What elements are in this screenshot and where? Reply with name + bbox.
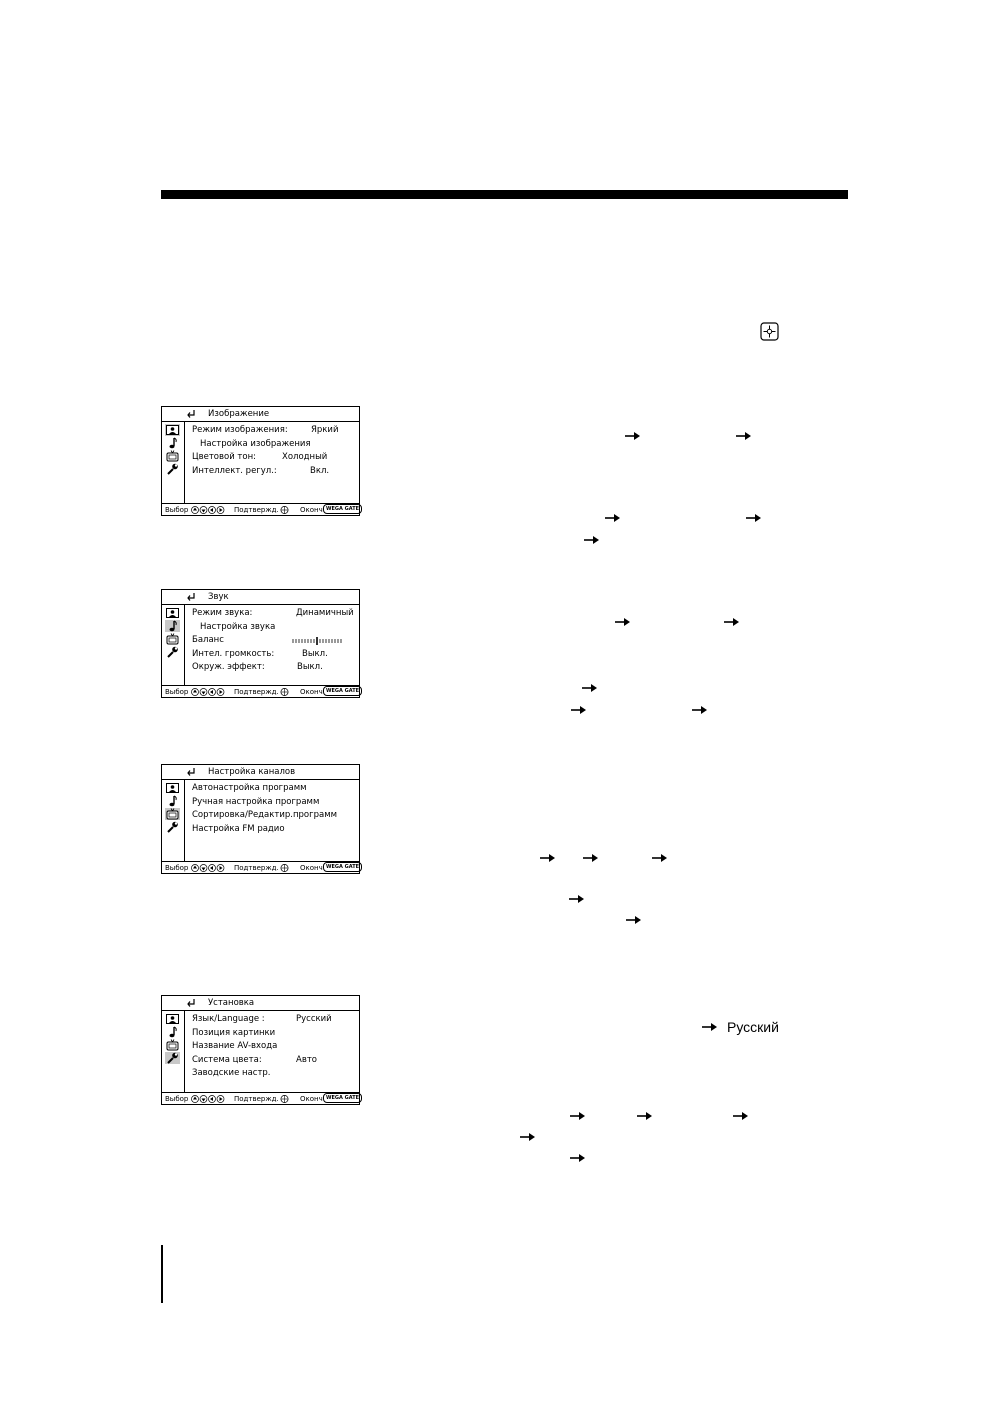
menu-items [192, 1013, 355, 1081]
menu-item[interactable]: Настройка изображения [200, 438, 311, 449]
menu-sidebar [162, 422, 185, 503]
note-icon[interactable] [165, 1026, 180, 1038]
ok-icon [280, 688, 289, 696]
menu-items [192, 424, 355, 478]
tv-icon[interactable] [165, 633, 180, 645]
menu-item[interactable]: Ручная настройка программ [192, 796, 320, 807]
menu-sidebar [162, 605, 185, 685]
arrow-keys-icon [191, 506, 225, 514]
right-arrow-icon [746, 513, 761, 523]
menu-title-bar [162, 996, 359, 1011]
ok-icon [280, 1095, 289, 1103]
picture-icon[interactable] [165, 607, 180, 619]
menu-sidebar [162, 1011, 185, 1092]
right-arrow-icon [733, 1111, 748, 1121]
picture-icon[interactable] [165, 1013, 180, 1025]
right-arrow-icon [570, 1153, 585, 1163]
return-icon [186, 590, 196, 604]
return-icon [186, 765, 196, 779]
menu-footer: Выбор Подтвержд. Оконч WEGA GATE [162, 861, 359, 874]
arrow-keys-icon [191, 1095, 225, 1103]
menu-item[interactable]: Позиция картинки [192, 1027, 276, 1038]
wega-gate-badge: WEGA GATE [323, 1093, 362, 1103]
right-arrow-icon [605, 513, 620, 523]
menu-item[interactable]: Сортировка/Редактир.программ [192, 810, 338, 820]
menu-title: Звук [208, 592, 229, 602]
menu-items [192, 607, 355, 675]
menu-item[interactable]: Название AV-входа [192, 1041, 278, 1051]
menu-title-bar [162, 765, 359, 780]
right-arrow-icon [570, 1111, 585, 1121]
note-icon[interactable] [165, 437, 180, 449]
menu-title: Установка [208, 998, 255, 1008]
menu-title-bar [162, 590, 359, 605]
wrench-icon[interactable] [165, 646, 180, 658]
ok-button-icon [760, 322, 779, 341]
right-arrow-icon [724, 617, 739, 627]
right-arrow-icon [540, 853, 555, 863]
right-arrow-icon [626, 915, 641, 925]
top-rule [161, 190, 848, 199]
note-icon[interactable] [165, 795, 180, 807]
right-arrow-icon [702, 1022, 717, 1032]
wrench-icon[interactable] [165, 1052, 180, 1064]
language-result-label: Русский [727, 1019, 779, 1035]
ok-icon [280, 864, 289, 872]
right-arrow-icon [736, 431, 751, 441]
menu-item[interactable]: Интеллект. регул.: Вкл. [192, 465, 330, 476]
right-arrow-icon [692, 705, 707, 715]
picture-icon[interactable] [165, 424, 180, 436]
sound-menu [161, 589, 360, 698]
right-arrow-icon [637, 1111, 652, 1121]
tv-icon[interactable] [165, 450, 180, 462]
picture-menu [161, 406, 360, 516]
menu-item[interactable]: Окруж. эффект: Выкл. [192, 662, 323, 672]
picture-icon[interactable] [165, 782, 180, 794]
note-icon[interactable] [165, 620, 180, 632]
menu-item[interactable]: Язык/Language : Русский [192, 1014, 332, 1024]
menu-item[interactable]: Заводские настр. [192, 1068, 271, 1078]
menu-item[interactable]: Система цвета: Авто [192, 1054, 317, 1065]
wega-gate-badge: WEGA GATE [323, 686, 362, 696]
menu-footer: Выбор Подтвержд. Оконч WEGA GATE [162, 1092, 359, 1105]
menu-title: Настройка каналов [208, 767, 296, 777]
menu-title-bar [162, 407, 359, 422]
menu-items [192, 782, 355, 836]
balance-slider[interactable] [292, 637, 342, 645]
right-arrow-icon [569, 894, 584, 904]
arrow-keys-icon [191, 864, 225, 872]
menu-item[interactable]: Автонастройка программ [192, 783, 307, 793]
menu-item[interactable]: Режим звука: Динамичный [192, 608, 354, 618]
menu-footer: Выбор Подтвержд. Оконч WEGA GATE [162, 503, 359, 516]
wega-gate-badge: WEGA GATE [323, 862, 362, 872]
wrench-icon[interactable] [165, 821, 180, 833]
left-margin-rule [161, 1245, 163, 1303]
menu-sidebar [162, 780, 185, 861]
right-arrow-icon [652, 853, 667, 863]
right-arrow-icon [520, 1132, 535, 1142]
menu-item[interactable]: Настройка FM радио [192, 823, 285, 834]
menu-item[interactable]: Интел. громкость: Выкл. [192, 648, 328, 659]
tv-icon[interactable] [165, 1039, 180, 1051]
right-arrow-icon [582, 683, 597, 693]
wega-gate-badge: WEGA GATE [323, 504, 362, 514]
right-arrow-icon [571, 705, 586, 715]
menu-title: Изображение [208, 409, 270, 419]
menu-footer: Выбор Подтвержд. Оконч WEGA GATE [162, 685, 359, 698]
tv-icon[interactable] [165, 808, 180, 820]
wrench-icon[interactable] [165, 463, 180, 475]
return-icon [186, 996, 196, 1010]
right-arrow-icon [583, 853, 598, 863]
channel-setup-menu [161, 764, 360, 874]
return-icon [186, 407, 196, 421]
setup-menu [161, 995, 360, 1105]
right-arrow-icon [625, 431, 640, 441]
menu-item[interactable]: Настройка звука [200, 621, 276, 632]
menu-item[interactable]: Цветовой тон: Холодный [192, 452, 328, 462]
right-arrow-icon [615, 617, 630, 627]
ok-icon [280, 506, 289, 514]
menu-item[interactable]: Режим изображения: Яркий [192, 425, 339, 435]
arrow-keys-icon [191, 688, 225, 696]
menu-item[interactable]: Баланс [192, 634, 355, 648]
right-arrow-icon [584, 535, 599, 545]
